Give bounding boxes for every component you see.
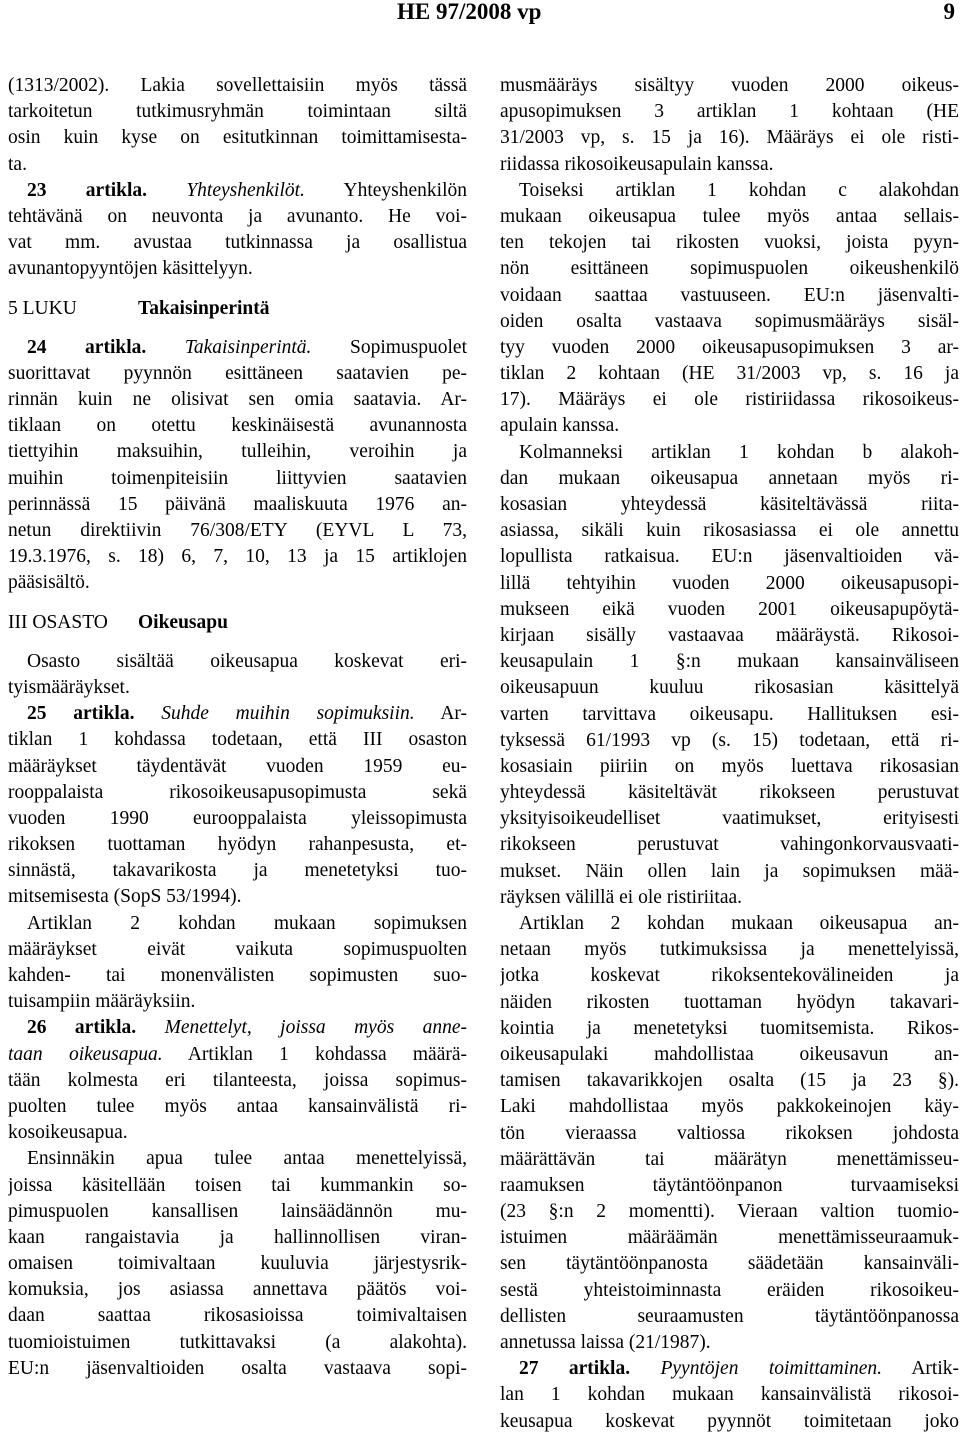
text-line: apusopimuksen 3 artiklan 1 kohtaan (HE: [500, 101, 959, 123]
text-line: kirjaan sisälly vastaavaa määräystä. Rikosoi-: [500, 624, 959, 646]
text-line: oikeusapuun kuuluu rikosasian käsittelyä: [500, 677, 959, 699]
text-line: istuimen määräämän menettämisseuraamuk-: [500, 1227, 959, 1249]
running-header-title: HE 97/2008 vp: [397, 0, 542, 24]
text-line: tamisen takavarikkojen osalta (15 ja 23 §).: [500, 1070, 959, 1092]
text-line: osin kuin kyse on esitutkinnan toimittamisesta-: [8, 127, 467, 149]
text-line: Artiklan 2 kohdan mukaan oikeusapua an-: [519, 913, 959, 934]
text-line: oikeusapulaki mahdollistaa oikeusavun an-: [500, 1043, 959, 1065]
text-line: avunantopyyntöjen käsittelyyn.: [8, 258, 253, 280]
text-line: rinnän kuin ne olisivat sen omia saatavia. Ar-: [8, 389, 467, 411]
text-line: tuomioistuimen tutkittavaksi (a alakohta).: [8, 1331, 467, 1353]
page-number: 9: [943, 0, 955, 24]
text-line: keusapulain 1 §:n mukaan kansainväliseen: [500, 651, 959, 673]
text-line: yhteydessä käsiteltävät rikokseen perustuvat: [500, 782, 959, 804]
text-line: räyksen välillä ei ole ristiriitaa.: [500, 886, 743, 908]
part-number: III OSASTO: [8, 611, 108, 633]
article-text: Artiklan 1 kohdassa määrä-: [187, 1043, 467, 1065]
article-23-heading-line: [8, 178, 467, 204]
text-line: mukseen eikä vuoden 2001 oikeusapupöytä-: [500, 598, 959, 620]
article-text: Artik-: [911, 1358, 959, 1380]
text-line: kointia ja menetetyksi tuomitsemista. Rikos-: [500, 1017, 959, 1039]
text-line: tiettyihin maksuihin, tulleihin, veroihin ja: [8, 441, 467, 463]
text-line: tarkoitetun tutkimusryhmän toimintaan siltä: [8, 101, 467, 123]
text-line: rikoksen tuottaman hyödyn rahanpesusta, et-: [8, 834, 467, 856]
chapter-title: Takaisinperintä: [138, 297, 270, 319]
text-line: netaan myös tutkimuksissa ja menettelyissä,: [500, 939, 959, 961]
text-line: pääsisältö.: [8, 572, 90, 594]
text-line: tiklaan on otettu keskinäisestä avunannosta: [8, 415, 467, 437]
article-title: Menettelyt, joissa myös anne-: [164, 1017, 467, 1039]
text-line: kosasiain piiriin on myös luettava rikosasian: [500, 755, 959, 777]
text-line: määräykset eivät vaikuta sopimuspuolten: [8, 938, 467, 960]
text-line: tyismääräykset.: [8, 676, 130, 698]
text-line: joissa käsitellään toisen tai kummankin so-: [8, 1174, 467, 1196]
text-line: lillä tehtyihin vuoden 2000 oikeusapusopi-: [500, 572, 959, 594]
text-line: raamuksen täytäntöönpanon turvaamiseksi: [500, 1174, 959, 1196]
text-line: mukset. Näin ollen lain ja sopimuksen mää-: [500, 860, 959, 882]
article-number: 23 artikla.: [27, 179, 148, 201]
text-line: puolten tulee myös antaa kansainvälistä ri-: [8, 1095, 467, 1117]
text-line: EU:n jäsenvaltioiden osalta vastaava sopi-: [8, 1357, 467, 1379]
article-24-heading-line: [8, 335, 467, 361]
text-line: oiden osalta vastaava sopimusmääräys sisäl-: [500, 310, 959, 332]
article-27-heading-line: [500, 1356, 959, 1382]
article-26-heading-line-2: [8, 1042, 467, 1068]
article-text: Ar-: [440, 703, 467, 725]
text-line: tehtävänä on neuvonta ja avunanto. He voi-: [8, 205, 467, 227]
article-title-cont: taan oikeusapua.: [8, 1043, 163, 1065]
text-line: komuksia, jos asiassa annettava päätös voi-: [8, 1279, 467, 1301]
text-line: keusapua koskevat pyynnöt toimitetaan joko: [500, 1410, 959, 1432]
text-line: apulain kanssa.: [500, 415, 620, 437]
text-line: sen täytäntöönpanosta säädetään kansainväli-: [500, 1253, 959, 1275]
text-line: tyksessä 61/1993 vp (s. 15) todetaan, että ri-: [500, 729, 959, 751]
text-line: Ensinnäkin apua tulee antaa menettelyissä,: [27, 1148, 467, 1170]
article-number: 25 artikla.: [27, 703, 135, 725]
text-line: vuoden 1990 eurooppalaista yleissopimusta: [8, 807, 467, 829]
article-title: Pyyntöjen toimittaminen.: [660, 1358, 883, 1380]
text-line: kosasian yhteydessä käsiteltävässä riita-: [500, 494, 959, 515]
article-text: Sopimuspuolet: [349, 336, 467, 358]
article-25-heading-line: [8, 701, 467, 727]
article-title: Yhteyshenkilöt.: [186, 179, 305, 201]
text-line: näiden rikosten tuottaman hyödyn takavari-: [500, 991, 959, 1013]
left-column: [8, 73, 467, 1382]
text-line: 31/2003 vp, s. 15 ja 16). Määräys ei ole risti-: [500, 127, 959, 149]
text-line: netun direktiivin 76/308/ETY (EYVL L 73,: [8, 520, 467, 541]
article-number: 24 artikla.: [27, 336, 147, 358]
text-line: vat mm. avustaa tutkinnassa ja osallistua: [8, 232, 467, 254]
text-line: annetussa laissa (21/1987).: [500, 1332, 711, 1353]
text-line: ten tekojen tai rikosten vuoksi, joista pyyn-: [500, 232, 959, 254]
text-line: sestä yhteistoiminnasta eräiden rikosoikeu-: [500, 1279, 959, 1301]
text-line: suorittavat pyynnön esittäneen saatavien pe-: [8, 362, 467, 384]
text-line: asiassa, sikäli kuin rikosasiassa ei ole annettu: [500, 520, 959, 542]
part-heading: [8, 610, 467, 636]
text-line: omaisen toimivaltaan kuuluvia järjestysrik-: [8, 1253, 467, 1275]
text-line: nön esittäneen sopimuspuolen oikeushenkilö: [500, 258, 959, 280]
text-line: dellisten seuraamusten täytäntöönpanossa: [500, 1305, 959, 1327]
text-line: pimuspuolen kansallisen lainsäädännön mu-: [8, 1200, 467, 1222]
article-title: Suhde muihin sopimuksiin.: [161, 703, 415, 725]
article-26-heading-line: [8, 1015, 467, 1041]
text-line: tiklan 1 kohdassa todetaan, että III osaston: [8, 729, 467, 751]
text-line: kosoikeusapua.: [8, 1122, 128, 1144]
text-line: Artiklan 2 kohdan mukaan sopimuksen: [27, 912, 467, 934]
text-line: Kolmanneksi artiklan 1 kohdan b alakoh-: [519, 441, 959, 463]
text-line: lan 1 kohdan mukaan kansainvälistä rikosoi-: [500, 1384, 959, 1406]
text-line: Osasto sisältää oikeusapua koskevat eri-: [27, 650, 467, 672]
text-line: kahden- tai monenvälisten sopimusten suo-: [8, 965, 467, 986]
text-line: daan saattaa rikosasioissa toimivaltaisen: [8, 1305, 467, 1327]
chapter-heading: [8, 296, 467, 322]
text-line: 17). Määräys ei ole ristiriidassa rikosoikeus-: [500, 389, 959, 411]
text-line: Laki mahdollistaa myös pakkokeinojen käy-: [500, 1096, 959, 1118]
text-line: sinnästä, takavarikosta ja menetetyksi tuo-: [8, 860, 467, 882]
text-line: jotka koskevat rikoksentekovälineiden ja: [500, 965, 959, 987]
chapter-number: 5 LUKU: [8, 297, 77, 319]
right-column: [500, 73, 959, 1435]
text-line: yksityisoikeudelliset vaatimukset, erityisesti: [500, 808, 959, 830]
text-line: (23 §:n 2 momentti). Vieraan valtion tuomio-: [500, 1201, 959, 1223]
text-line: määrättävän tai määrätyn menettämisseu-: [500, 1148, 959, 1170]
text-line: lopullista ratkaisua. EU:n jäsenvaltioiden vä-: [500, 546, 959, 568]
text-line: varten tarvittava oikeusapu. Hallituksen esi-: [500, 703, 959, 725]
text-line: mitsemisesta (SopS 53/1994).: [8, 886, 242, 908]
text-line: musmääräys sisältyy vuoden 2000 oikeus-: [500, 75, 959, 96]
text-line: riidassa rikosoikeusapulain kanssa.: [500, 153, 774, 175]
article-number: 26 artikla.: [27, 1017, 137, 1039]
text-line: mukaan oikeusapua tulee myös antaa sellais-: [500, 205, 959, 227]
article-title: Takaisinperintä.: [184, 336, 312, 358]
text-line: kaan rangaistavia ja hallinnollisen viran-: [8, 1226, 467, 1248]
article-text: Yhteyshenkilön: [343, 179, 467, 201]
text-line: 19.3.1976, s. 18) 6, 7, 10, 13 ja 15 artiklojen: [8, 546, 467, 568]
text-line: Toiseksi artiklan 1 kohdan c alakohdan: [519, 179, 959, 201]
text-line: ta.: [8, 153, 27, 175]
part-title: Oikeusapu: [138, 611, 228, 633]
text-line: (1313/2002). Lakia sovellettaisiin myös tässä: [8, 75, 467, 96]
text-line: tiklan 2 kohtaan (HE 31/2003 vp, s. 16 ja: [500, 363, 959, 385]
text-line: tyy vuoden 2000 oikeusapusopimuksen 3 ar-: [500, 336, 959, 358]
text-line: tään kolmesta eri tilanteesta, joissa sopimus-: [8, 1069, 467, 1091]
text-line: rooppalaista rikosoikeusapusopimusta sekä: [8, 781, 467, 803]
text-line: muihin toimenpiteisiin liittyvien saatavien: [8, 467, 467, 489]
article-number: 27 artikla.: [519, 1358, 631, 1380]
text-line: tön vieraassa valtiossa rikoksen johdosta: [500, 1122, 959, 1144]
text-line: perinnässä 15 päivänä maaliskuuta 1976 an-: [8, 493, 467, 515]
text-line: tuisampiin määräyksiin.: [8, 991, 196, 1013]
text-line: voidaan saattaa vastuuseen. EU:n jäsenvalti-: [500, 284, 959, 306]
text-line: rikokseen perustuvat vahingonkorvausvaati-: [500, 834, 959, 856]
text-line: dan mukaan oikeusapua annetaan myös ri-: [500, 467, 959, 489]
text-line: määräykset täydentävät vuoden 1959 eu-: [8, 755, 467, 777]
